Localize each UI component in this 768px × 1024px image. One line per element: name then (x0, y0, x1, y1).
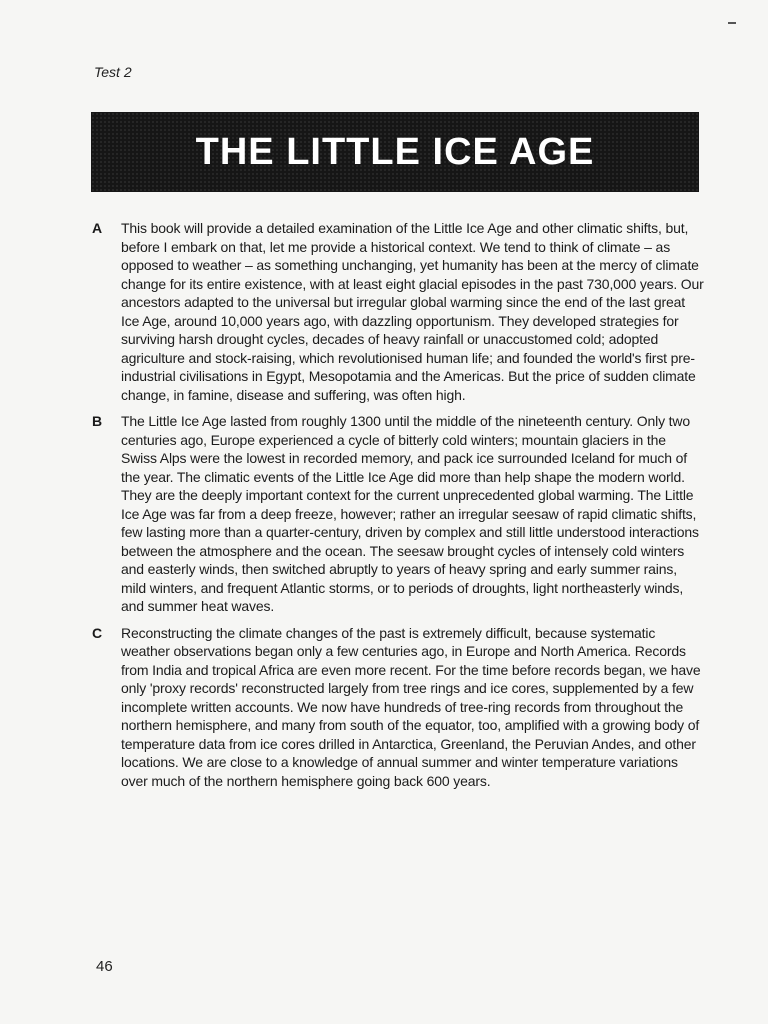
paragraph-letter: B (92, 413, 103, 429)
test-label: Test 2 (94, 64, 132, 80)
title-banner (91, 112, 699, 192)
paragraph-b (92, 412, 704, 616)
paragraph-text: Reconstructing the climate changes of the past is extremely difficult, because systematic weather observations began only a few centuries ago, in Europe and North America. Records from India and tropical Africa are even more recent. For the time before records began, we have only 'proxy records' reconstructed largely from tree rings and ice cores, supplemented by a few incomplete written accounts. We now have hundreds of tree-ring records from throughout the northern hemisphere, and many from south of the equator, too, amplified with a growing body of temperature data from ice cores drilled in Antarctica, Greenland, the Peruvian Andes, and other locations. We are close to a knowledge of annual summer and winter temperature variations over much of the northern hemisphere going back 600 years. (121, 624, 701, 789)
article-body (92, 219, 704, 798)
paragraph-letter: C (92, 624, 103, 641)
paragraph-letter: A (92, 220, 103, 236)
page-title: THE LITTLE ICE AGE (195, 130, 595, 173)
paragraph-text: This book will provide a detailed examination of the Little Ice Age and other climatic shifts, but, before I embark on that, let me provide a historical context. We tend to think of climate – as opposed to weather – as something unchanging, yet humanity has been at the mercy of climate change for its entire existence, with at least eight glacial episodes in the past 730,000 years. Our ancestors adapted to the universal but irregular global warming since the end of the last great Ice Age, around 10,000 years ago, with dazzling opportunism. They developed strategies for surviving harsh drought cycles, decades of heavy rainfall or unaccustomed cold; adopted agriculture and stock-raising, which revolutionised human life; and founded the world's first pre-industrial civilisations in Egypt, Mesopotamia and the Americas. But the price of sudden climate change, in famine, disease and suffering, was often high. (121, 220, 704, 403)
page-number: 46 (96, 958, 113, 975)
paragraph-a (92, 219, 704, 404)
paragraph-text: The Little Ice Age lasted from roughly 1300 until the middle of the nineteenth century. Only two centuries ago, Europe experienced a cycle of bitterly cold winters; mountain glaciers in the Swiss Alps were the lowest in recorded memory, and pack ice surrounded Iceland for much of the year. The climatic events of the Little Ice Age did more than help shape the modern world. They are the deeply important context for the current unprecedented global warming. The Little Ice Age was far from a deep freeze, however; rather an irregular seesaw of rapid climatic shifts, few lasting more than a quarter-century, driven by complex and still little understood interactions between the atmosphere and the ocean. The seesaw brought cycles of intensely cold winters and easterly winds, then switched abruptly to years of heavy spring and early summer rains, mild winters, and frequent Atlantic storms, or to periods of droughts, light northeasterly winds, and summer heat waves. (121, 413, 699, 614)
corner-mark (728, 22, 736, 24)
paragraph-c (92, 624, 704, 791)
